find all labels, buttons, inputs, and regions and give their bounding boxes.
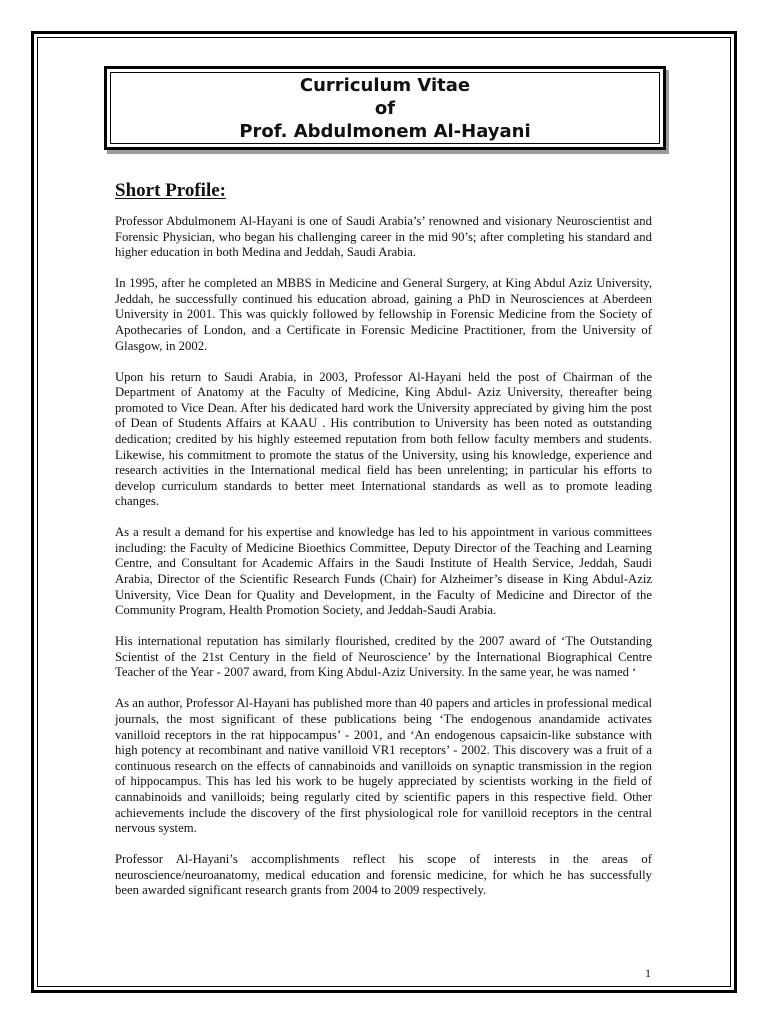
profile-paragraph-1: Professor Abdulmonem Al-Hayani is one of Saudi Arabia’s’ renowned and visionary Neuroscientist and Forensic Physician, who began his challenging career in the mid 90’s; after completing his standard and higher education in both Medina and Jeddah, Saudi Arabia. bbox=[115, 214, 652, 260]
document-title bbox=[110, 72, 660, 144]
profile-paragraph-3: Upon his return to Saudi Arabia, in 2003, Professor Al-Hayani held the post of Chairman of the Department of Anatomy at the Faculty of Medicine, King Abdul- Aziz University, thereafter being promoted to Vice Dean. After his dedicated hard work the University appreciated by giving him the post of Dean of Students Affairs at KAAU . His contribution to University has been noted as outstanding dedication; credited by his highly esteemed reputation from both fellow faculty members and students. Likewise, his commitment to promote the status of the University, using his knowledge, experience and research activities in the International medical field has been unrelenting; in particular his efforts to develop curriculum standards to better meet International standards as well as to promote leading changes. bbox=[115, 369, 652, 509]
section-heading: Short Profile: bbox=[115, 180, 226, 201]
profile-paragraph-6: As an author, Professor Al-Hayani has published more than 40 papers and articles in professional medical journals, the most significant of these publications being ‘The endogenous anandamide activates vanilloid receptors in the rat hippocampus’ - 2001, and ‘An endogenous capsaicin-like substance with high potency at recombinant and native vanilloid VR1 receptors’ - 2002. This discovery was a fruit of a continuous research on the effects of cannabinoids and vanilloids on synaptic transmission in the region of hippocampus. This has led his work to be hugely appreciated by scientists working in the field of cannabinoids and vanilloids; being regularly cited by scientific papers in this respective field. Other achievements include the discovery of the first physiological role for vanilloid receptors in the central nervous system. bbox=[115, 696, 652, 836]
title-line-2: of bbox=[374, 97, 396, 119]
profile-paragraph-2: In 1995, after he completed an MBBS in Medicine and General Surgery, at King Abdul Aziz University, Jeddah, he successfully continued his education abroad, gaining a PhD in Neurosciences at Aberdeen University in 2001. This was quickly followed by fellowship in Forensic Medicine from the Society of Apothecaries of London, and a Certificate in Forensic Medicine Practitioner, from the University of Glasgow, in 2002. bbox=[115, 276, 652, 353]
title-box bbox=[104, 66, 666, 150]
profile-paragraph-7: Professor Al-Hayani’s accomplishments reflect his scope of interests in the areas of neuroscience/neuroanatomy, medical education and forensic medicine, for which he has successfully been awarded significant research grants from 2004 to 2009 respectively. bbox=[115, 852, 652, 898]
title-line-3: Prof. Abdulmonem Al-Hayani bbox=[239, 120, 531, 142]
profile-paragraph-5: His international reputation has similarly flourished, credited by the 2007 award of ‘The Outstanding Scientist of the 21st Century in the field of Neuroscience’ by the International Biographical Centre Teacher of the Year - 2007 award, from King Abdul-Aziz University. In the same year, he was named ‘ bbox=[115, 634, 652, 680]
profile-paragraph-4: As a result a demand for his expertise and knowledge has led to his appointment in various committees including: the Faculty of Medicine Bioethics Committee, Deputy Director of the Teaching and Learning Centre, and Consultant for Academic Affairs in the Saudi Institute of Health Service, Jeddah, Saudi Arabia, Director of the Scientific Research Funds (Chair) for Alzheimer’s disease in King Abdul-Aziz University, Vice Dean for Quality and Development, in the Faculty of Medicine and Director of the Community Program, Health Promotion Society, and Jeddah-Saudi Arabia. bbox=[115, 525, 652, 618]
profile-body bbox=[115, 214, 652, 914]
page-number: 1 bbox=[645, 966, 651, 980]
title-line-1: Curriculum Vitae bbox=[299, 74, 471, 96]
